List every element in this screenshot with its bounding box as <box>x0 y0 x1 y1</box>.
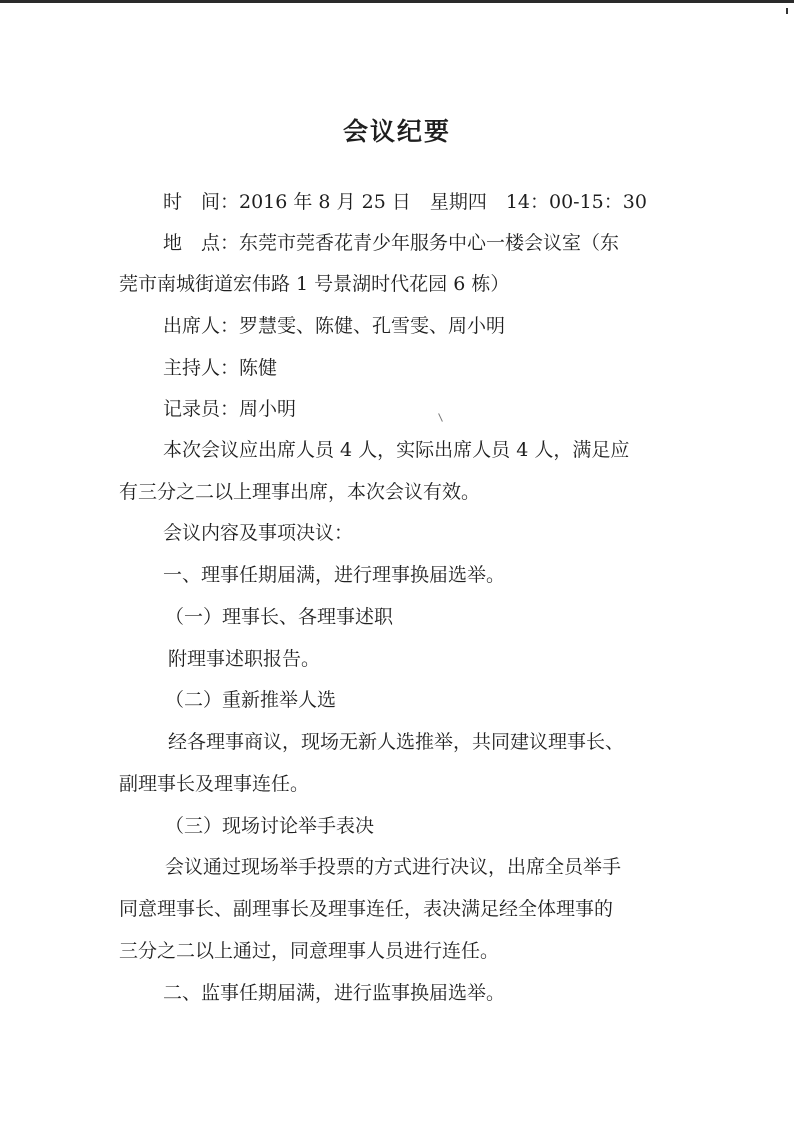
scan-top-edge <box>0 0 794 3</box>
scan-corner-mark <box>786 8 788 14</box>
attendees-line: 出席人：罗慧雯、陈健、孔雪雯、周小明 <box>163 315 506 337</box>
recorder-line: 记录员：周小明 <box>163 398 297 420</box>
quorum-paragraph-line2: 有三分之二以上理事出席，本次会议有效。 <box>119 481 481 503</box>
section-two-heading: 二、监事任期届满，进行监事换届选举。 <box>163 982 506 1004</box>
quorum-paragraph-line1: 本次会议应出席人员 4 人，实际出席人员 4 人，满足应 <box>163 439 630 461</box>
subsection-two-body-line1: 经各理事商议，现场无新人选推举，共同建议理事长、 <box>168 731 625 753</box>
subsection-two-heading: （二）重新推举人选 <box>165 689 337 711</box>
subsection-three-heading: （三）现场讨论举手表决 <box>165 815 375 837</box>
subsection-two-body-line2: 副理事长及理事连任。 <box>119 773 310 795</box>
section-one-heading: 一、理事任期届满，进行理事换届选举。 <box>163 564 506 586</box>
host-line: 主持人：陈健 <box>163 357 278 379</box>
meeting-time-line: 时 间：2016 年 8 月 25 日 星期四 14：00-15：30 <box>163 191 647 213</box>
scan-speck <box>438 413 443 422</box>
subsection-three-body-line1: 会议通过现场举手投票的方式进行决议，出席全员举手 <box>165 856 622 878</box>
subsection-three-body-line2: 同意理事长、副理事长及理事连任，表决满足经全体理事的 <box>119 898 614 920</box>
subsection-one-heading: （一）理事长、各理事述职 <box>165 606 394 628</box>
resolutions-heading: 会议内容及事项决议： <box>163 522 354 544</box>
subsection-three-body-line3: 三分之二以上通过，同意理事人员进行连任。 <box>119 940 500 962</box>
subsection-one-body: 附理事述职报告。 <box>168 648 321 670</box>
meeting-location-line: 地 点：东莞市莞香花青少年服务中心一楼会议室（东 <box>163 232 620 254</box>
meeting-location-line-cont: 莞市南城街道宏伟路 1 号景湖时代花园 6 栋） <box>119 273 510 295</box>
document-title: 会议纪要 <box>342 117 451 146</box>
